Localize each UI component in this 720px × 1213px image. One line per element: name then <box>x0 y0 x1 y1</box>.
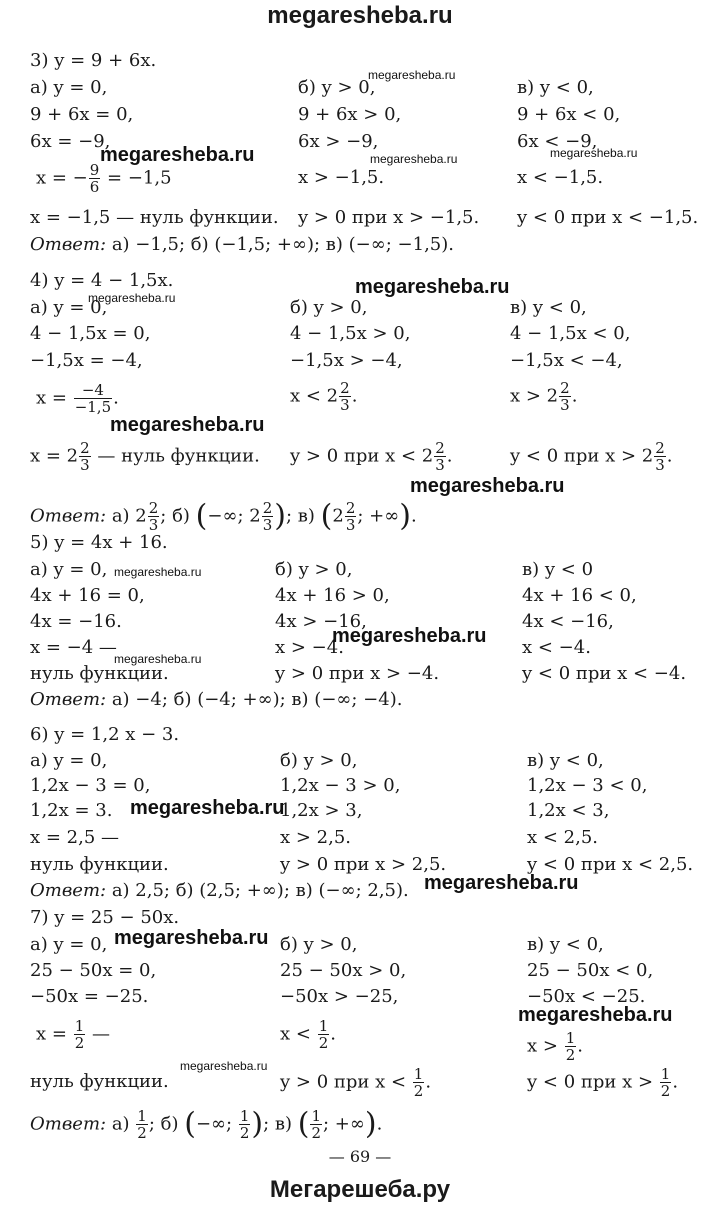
p5-b-3: 4x > −16, <box>275 611 367 632</box>
watermark: megaresheba.ru <box>424 872 579 894</box>
p7-b-4: x < $\frac{1}{2}$ . <box>280 1017 336 1052</box>
p6-a-4: x = 2,5 — <box>30 827 120 848</box>
p5-c-1: в) y < 0 <box>522 559 594 580</box>
p7-a-3: −50x = −25. <box>30 986 149 1007</box>
p6-c-1: в) y < 0, <box>527 750 604 771</box>
p5-a-5: нуль функции. <box>30 663 169 684</box>
p6-b-3: 1,2x > 3, <box>280 800 363 821</box>
p5-c-2: 4x + 16 < 0, <box>522 585 637 606</box>
p6-answer: Ответ: а) 2,5; б) (2,5; +∞); в) (−∞; 2,5). <box>30 880 409 901</box>
site-header: megaresheba.ru <box>267 2 453 29</box>
p4-zero: x = 2 $\frac{2}{3}$ — нуль функции. <box>30 439 260 474</box>
p3-zero: x = −1,5 — нуль функции. <box>30 207 279 228</box>
p3-a-1: а) y = 0, <box>30 77 108 98</box>
p3-c-4: x < −1,5. <box>517 167 604 188</box>
problem-7-title: 7) y = 25 − 50x. <box>30 907 180 928</box>
p7-c-4: x > $\frac{1}{2}$ . <box>527 1029 583 1064</box>
watermark: megaresheba.ru <box>332 625 487 647</box>
p5-answer: Ответ: а) −4; б) (−4; +∞); в) (−∞; −4). <box>30 689 403 710</box>
p6-b-5: y > 0 при x > 2,5. <box>280 854 447 875</box>
p7-c-1: в) y < 0, <box>527 934 604 955</box>
p5-a-3: 4x = −16. <box>30 611 122 632</box>
p4-c-1: в) y < 0, <box>510 297 587 318</box>
p5-c-3: 4x < −16, <box>522 611 614 632</box>
p7-b-5: y > 0 при x < $\frac{1}{2}$ . <box>280 1065 432 1100</box>
p4-a-3: −1,5x = −4, <box>30 350 143 371</box>
watermark: megaresheba.ru <box>368 68 456 82</box>
p4-c-4: x > 2 $\frac{2}{3}$ . <box>510 379 578 414</box>
p3-b-3: 6x > −9, <box>298 131 379 152</box>
watermark: megaresheba.ru <box>88 291 176 305</box>
p3-b-2: 9 + 6x > 0, <box>298 104 402 125</box>
p6-c-2: 1,2x − 3 < 0, <box>527 775 648 796</box>
p4-b-4: x < 2 $\frac{2}{3}$ . <box>290 379 358 414</box>
p3-pos: y > 0 при x > −1,5. <box>298 207 480 228</box>
p3-neg: y < 0 при x < −1,5. <box>517 207 699 228</box>
p3-c-3: 6x < −9, <box>517 131 598 152</box>
p4-pos: y > 0 при x < 2 $\frac{2}{3}$ . <box>290 439 453 474</box>
problem-5-title: 5) y = 4x + 16. <box>30 532 168 553</box>
watermark: megaresheba.ru <box>114 652 202 666</box>
p4-a-2: 4 − 1,5x = 0, <box>30 323 151 344</box>
watermark: megaresheba.ru <box>550 146 638 160</box>
p7-a-4: нуль функции. <box>30 1071 169 1092</box>
watermark: megaresheba.ru <box>410 475 565 497</box>
p6-a-2: 1,2x − 3 = 0, <box>30 775 151 796</box>
p7-answer: Ответ: а) $\frac{1}{2}$ ; б) (−∞; $\frac{1}{2}$ ); в) ( $\frac{1}{2}$ ; +∞). <box>30 1106 383 1142</box>
p7-c-5: y < 0 при x > $\frac{1}{2}$ . <box>527 1065 679 1100</box>
p7-b-2: 25 − 50x > 0, <box>280 960 407 981</box>
watermark: megaresheba.ru <box>114 565 202 579</box>
watermark: megaresheba.ru <box>370 152 458 166</box>
p6-a-1: а) y = 0, <box>30 750 108 771</box>
p6-c-3: 1,2x < 3, <box>527 800 610 821</box>
p6-c-4: x < 2,5. <box>527 827 599 848</box>
p4-b-3: −1,5x > −4, <box>290 350 403 371</box>
p7-b-1: б) y > 0, <box>280 934 358 955</box>
watermark: megaresheba.ru <box>180 1059 268 1073</box>
p3-a-2: 9 + 6x = 0, <box>30 104 134 125</box>
p5-b-2: 4x + 16 > 0, <box>275 585 390 606</box>
p7-b-3: −50x > −25, <box>280 986 399 1007</box>
p4-c-2: 4 − 1,5x < 0, <box>510 323 631 344</box>
p7-a-2: 25 − 50x = 0, <box>30 960 157 981</box>
watermark: megaresheba.ru <box>100 144 255 166</box>
p5-b-4: x > −4. <box>275 637 344 658</box>
p4-neg: y < 0 при x > 2 $\frac{2}{3}$ . <box>510 439 673 474</box>
p5-a-4: x = −4 — <box>30 637 117 658</box>
watermark: megaresheba.ru <box>355 276 510 298</box>
p3-answer: Ответ: а) −1,5; б) (−1,5; +∞); в) (−∞; −1,5). <box>30 234 454 255</box>
p5-b-1: б) y > 0, <box>275 559 353 580</box>
p5-a-1: а) y = 0, <box>30 559 108 580</box>
p6-b-2: 1,2x − 3 > 0, <box>280 775 401 796</box>
p4-c-3: −1,5x < −4, <box>510 350 623 371</box>
p6-b-1: б) y > 0, <box>280 750 358 771</box>
p6-c-5: y < 0 при x < 2,5. <box>527 854 694 875</box>
p3-a-3: 6x = −9, <box>30 131 111 152</box>
p7-x-solution: x = $\frac{1}{2}$ — <box>36 1017 110 1052</box>
p5-c-5: y < 0 при x < −4. <box>522 663 687 684</box>
watermark: megaresheba.ru <box>114 927 269 949</box>
p6-a-3: 1,2x = 3. <box>30 800 113 821</box>
problem-3-title: 3) y = 9 + 6x. <box>30 50 157 71</box>
p3-c-1: в) y < 0, <box>517 77 594 98</box>
p6-b-4: x > 2,5. <box>280 827 352 848</box>
page-number: — 69 — <box>328 1147 392 1166</box>
watermark: megaresheba.ru <box>518 1004 673 1026</box>
p3-b-4: x > −1,5. <box>298 167 385 188</box>
p7-c-2: 25 − 50x < 0, <box>527 960 654 981</box>
p5-b-5: y > 0 при x > −4. <box>275 663 440 684</box>
p3-x-solution: x = − $\frac{9}{6}$ = −1,5 <box>36 161 172 196</box>
p4-answer: Ответ: а) 2 $\frac{2}{3}$ ; б) (−∞; 2 $\frac{2}{3}$ ); в) (2 $\frac{2}{3}$ ; +∞). <box>30 498 417 534</box>
p5-a-2: 4x + 16 = 0, <box>30 585 145 606</box>
problem-4-title: 4) y = 4 − 1,5x. <box>30 270 174 291</box>
p7-a-1: а) y = 0, <box>30 934 108 955</box>
watermark: megaresheba.ru <box>130 797 285 819</box>
p6-a-5: нуль функции. <box>30 854 169 875</box>
p4-a-1: а) y = 0, <box>30 297 108 318</box>
watermark: megaresheba.ru <box>110 414 265 436</box>
p3-b-1: б) y > 0, <box>298 77 376 98</box>
p7-c-3: −50x < −25. <box>527 986 646 1007</box>
p4-b-1: б) y > 0, <box>290 297 368 318</box>
problem-6-title: 6) y = 1,2 x − 3. <box>30 724 180 745</box>
p5-c-4: x < −4. <box>522 637 591 658</box>
p3-c-2: 9 + 6x < 0, <box>517 104 621 125</box>
p4-x-solution: x = $\frac{-4}{-1,5}$ . <box>36 381 119 416</box>
p4-b-2: 4 − 1,5x > 0, <box>290 323 411 344</box>
site-footer: Мегарешеба.ру <box>269 1176 451 1203</box>
